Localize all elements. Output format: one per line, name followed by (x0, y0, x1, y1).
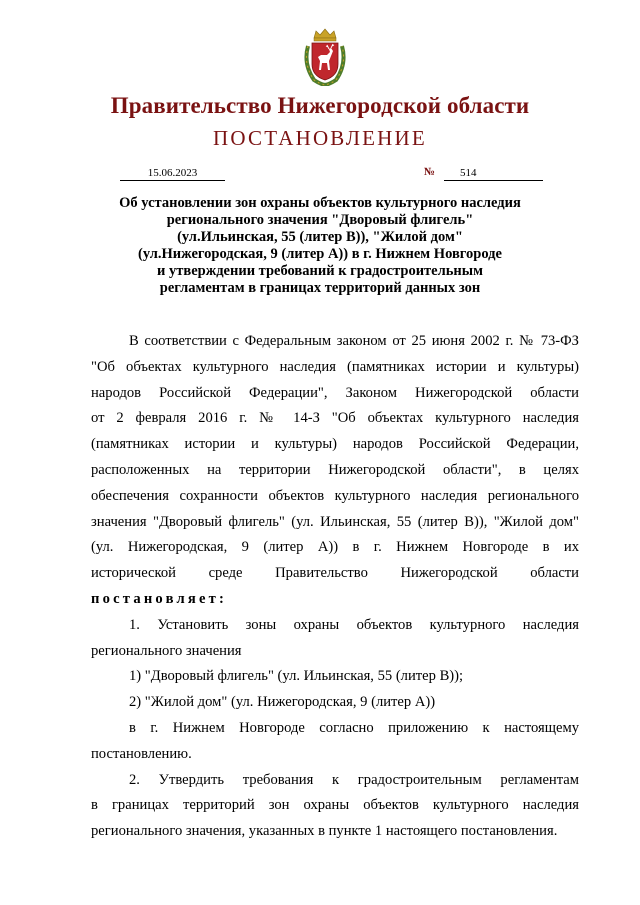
body-line: значения "Дворовый флигель" (ул. Ильинская, 55 (литер В)), "Жилой дом" (91, 513, 579, 530)
title-line: (ул.Ильинская, 55 (литер В)), "Жилой дом" (177, 229, 463, 245)
body-line: В соответствии с Федеральным законом от 25 июня 2002 г. № 73-ФЗ (129, 333, 579, 349)
document-title (90, 195, 550, 297)
body-line: в границах территорий зон охраны объектов культурного наследия (91, 797, 579, 814)
document-number: 514 (444, 167, 543, 181)
title-line: и утверждении требований к градостроительным (157, 263, 483, 279)
list-item: 2) "Жилой дом" (ул. Нижегородская, 9 (литер А)) (129, 694, 436, 711)
organization-name: Правительство Нижегородской области (110, 93, 530, 118)
body-line: обеспечения сохранности объектов культурного наследия регионального (91, 487, 579, 504)
body-line: исторической среде Правительство Нижегородской области (91, 565, 579, 582)
number-sign: № (424, 166, 436, 178)
body-line: 2. Утвердить требования к градостроительным регламентам (129, 771, 579, 788)
body-line: 1. Установить зоны охраны объектов культурного наследия (129, 616, 579, 633)
body-line: расположенных на территории Нижегородской области", в целях (91, 461, 579, 478)
document-date: 15.06.2023 (120, 167, 225, 181)
title-line: Об установлении зон охраны объектов культурного наследия (119, 195, 521, 211)
body-line: в г. Нижнем Новгороде согласно приложению к настоящему (129, 719, 579, 736)
coat-of-arms-icon (300, 28, 350, 86)
body-line: регионального значения, указанных в пункте 1 настоящего постановления. (91, 823, 558, 840)
resolution-word: постановляет: (91, 590, 228, 607)
list-item: 1) "Дворовый флигель" (ул. Ильинская, 55 (литер В)); (129, 668, 464, 685)
body-line: (ул. Нижегородская, 9 (литер А)) в г. Нижнем Новгороде в их (91, 539, 579, 556)
title-line: регламентам в границах территорий данных зон (159, 280, 481, 296)
body-line: народов Российской Федерации", Законом Нижегородской области (91, 384, 579, 401)
body-line: постановлению. (91, 745, 192, 762)
body-line: "Об объектах культурного наследия (памятниках истории и культуры) (91, 358, 579, 375)
body-line: от 2 февраля 2016 г. № 14-З "Об объектах культурного наследия (91, 410, 579, 427)
title-line: (ул.Нижегородская, 9 (литер А)) в г. Нижнем Новгороде (138, 246, 502, 262)
body-line: регионального значения (91, 642, 242, 659)
body-line: (памятниках истории и культуры) народов Российской Федерации, (91, 436, 579, 453)
document-type: ПОСТАНОВЛЕНИЕ (213, 126, 427, 150)
document-body (91, 329, 579, 845)
title-line: регионального значения "Дворовый флигель" (166, 212, 474, 228)
